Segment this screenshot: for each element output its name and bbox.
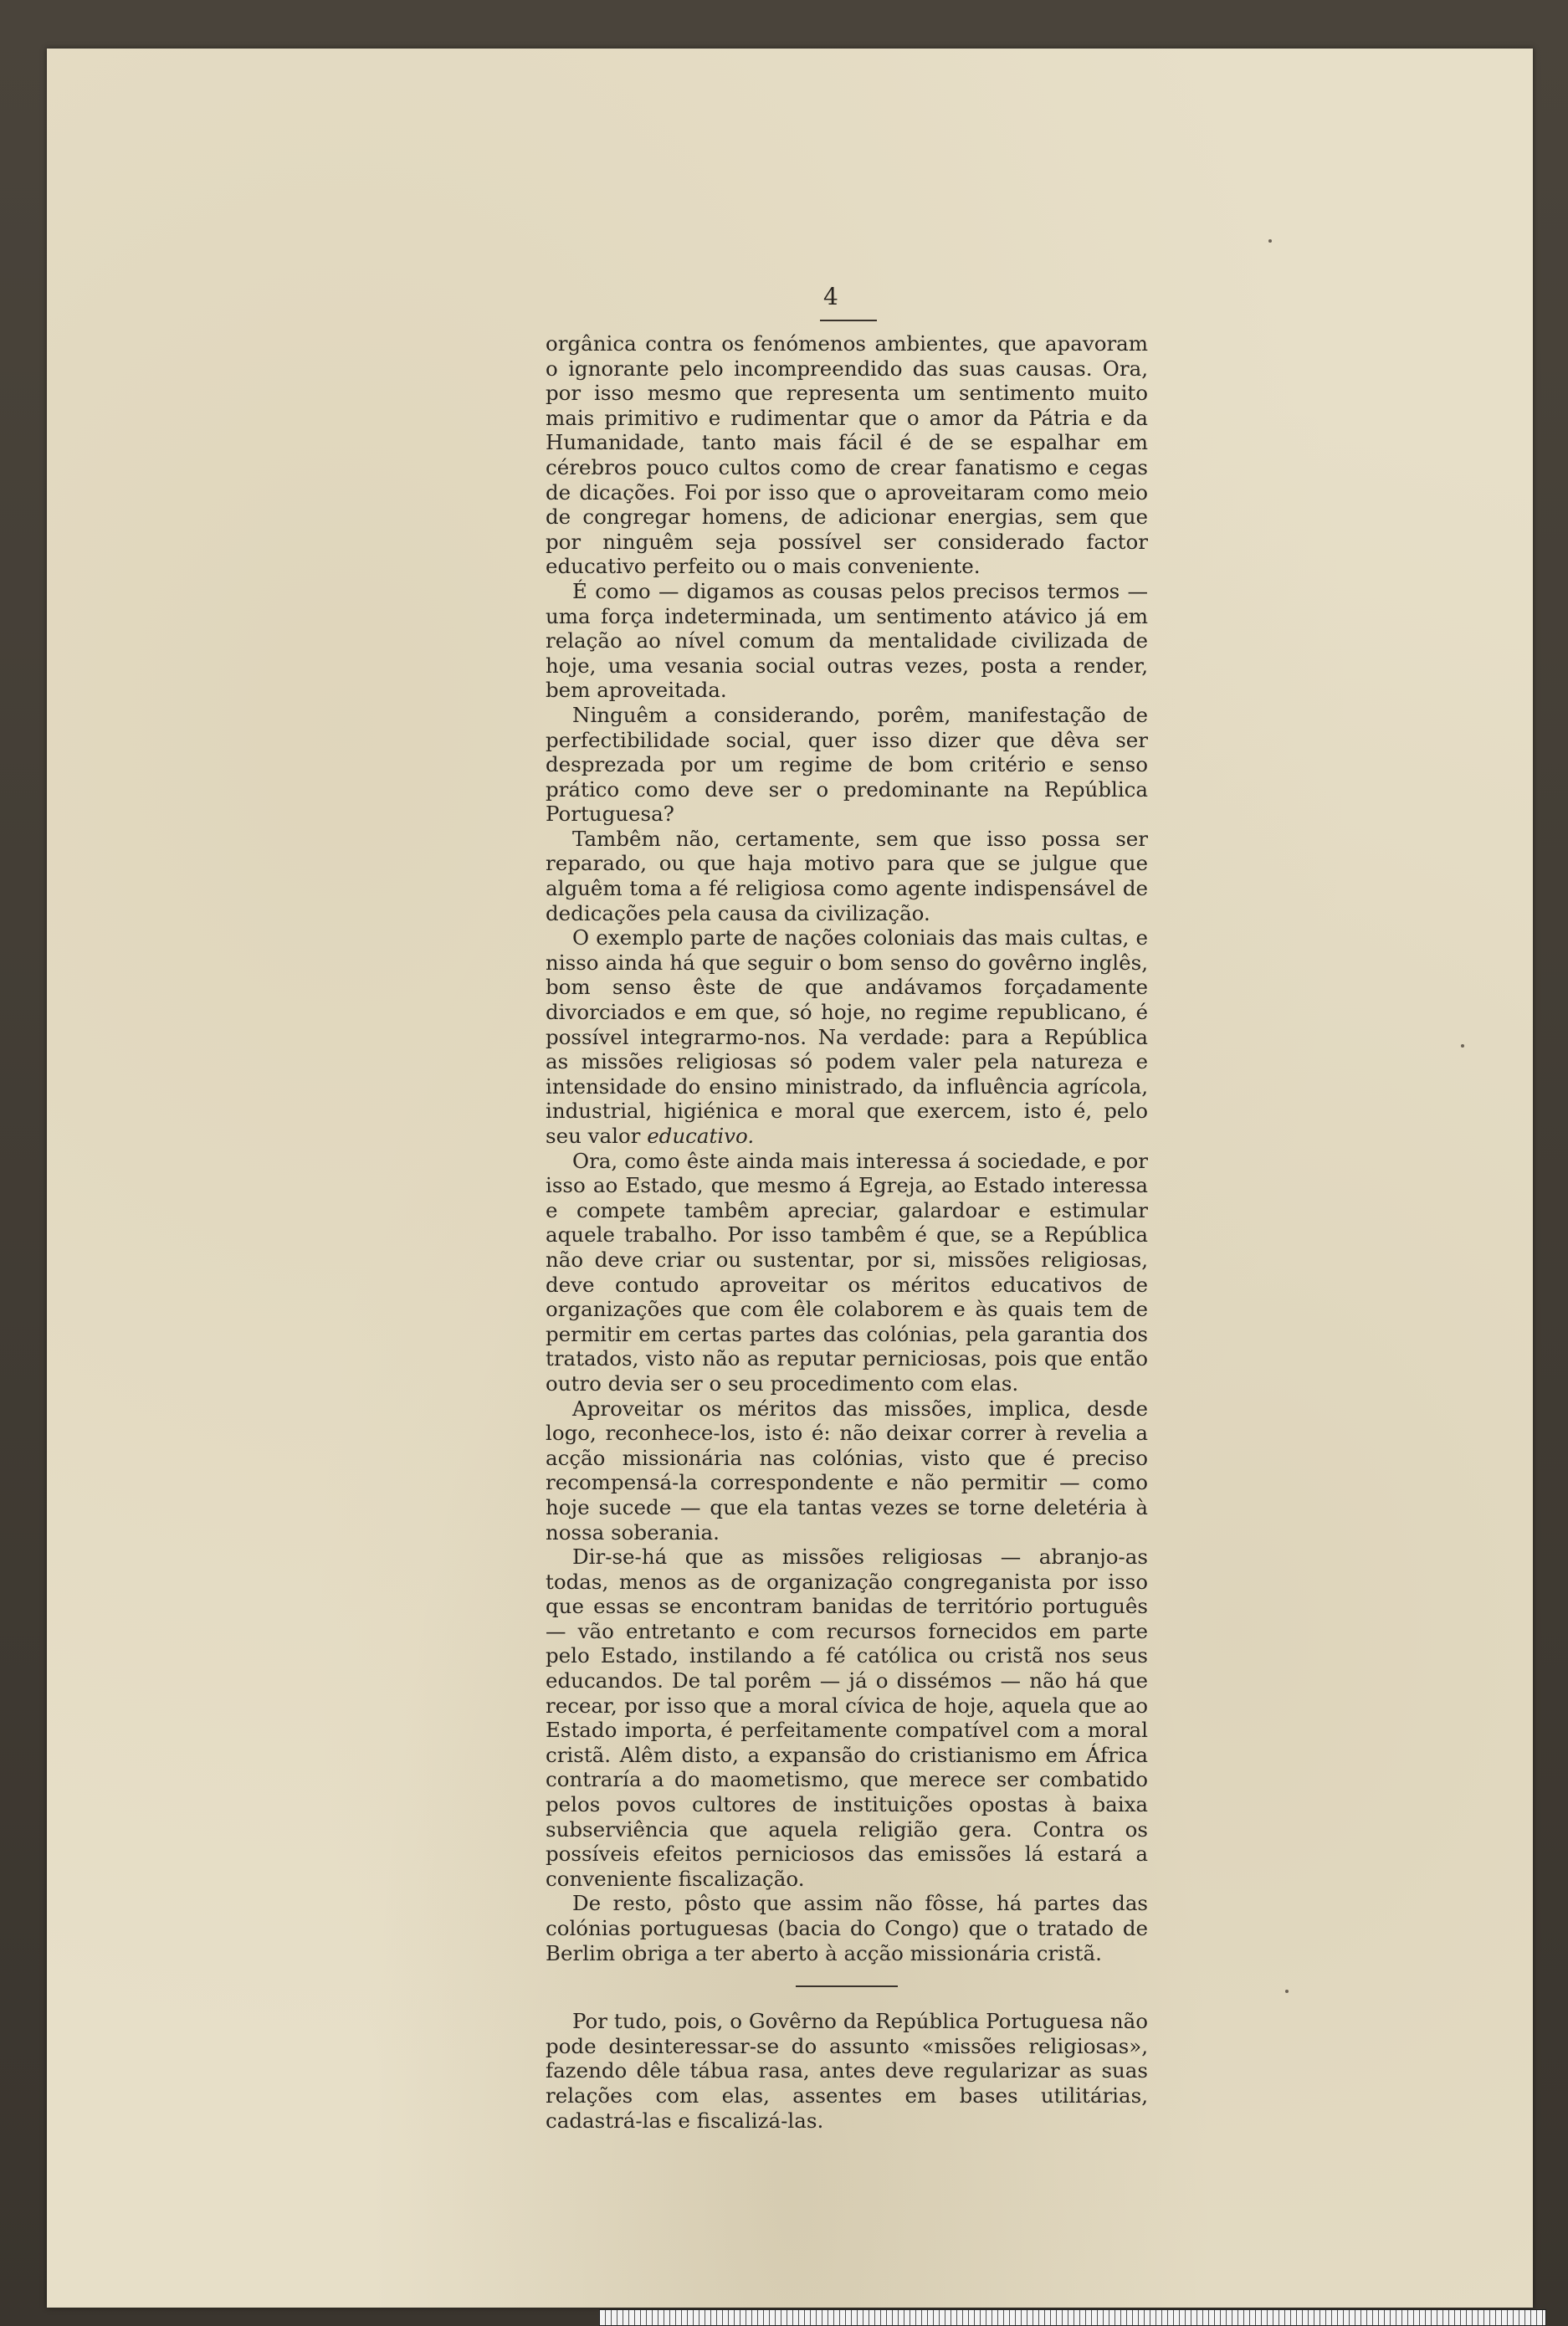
paragraph: Aproveitar os méritos das missões, implica, desde logo, reconhece-los, isto é: não deixar correr à revelia a acção missionária nas colónias, visto que é preciso recompensá-la correspondente e não permitir — como hoje sucede — que ela tantas vezes se torne deletéria à nossa soberania.: [546, 1396, 1148, 1545]
paper-speck: [1268, 239, 1272, 243]
section-divider: [796, 1985, 898, 1987]
page-number: 4: [823, 283, 838, 310]
document-page: [47, 49, 1533, 2308]
paragraph-with-italic: [546, 925, 1148, 1148]
paragraph-closing: Por tudo, pois, o Govêrno da República Portuguesa não pode desinteressar-se do assunto «missões religiosas», fazendo dêle tábua rasa, antes deve regularizar as suas relações com elas, assentes em bases utilitárias, cadastrá-las e fiscalizá-las.: [546, 2009, 1148, 2133]
header-rule: [820, 320, 877, 321]
paragraph: Dir-se-há que as missões religiosas — abranjo-as todas, menos as de organização congreganista por isso que essas se encontram banidas de território português — vão entretanto e com recursos fornecidos em parte pelo Estado, instilando a fé católica ou cristã nos seus educandos. De tal porêm — já o dissémos — não há que recear, por isso que a moral cívica de hoje, aquela que ao Estado importa, é perfeitamente compatível com a moral cristã. Alêm disto, a expansão do cristianismo em África contraría a do maometismo, que merece ser combatido pelos povos cultores de instituições opostas à baixa subserviência que aquela religião gera. Contra os possíveis efeitos perniciosos das emissões lá estará a conveniente fiscalização.: [546, 1545, 1148, 1891]
text-column: [546, 331, 1148, 2133]
paper-speck: [1285, 1990, 1289, 1993]
paragraph: orgânica contra os fenómenos ambientes, que apavoram o ignorante pelo incompreendido das suas causas. Ora, por isso mesmo que representa um sentimento muito mais primitivo e rudimentar que o amor da Pátria e da Humanidade, tanto mais fácil é de se espalhar em cérebros pouco cultos como de crear fanatismo e cegas de dicações. Foi por isso que o aproveitaram como meio de congregar homens, de adicionar energias, sem que por ninguêm seja possível ser considerado factor educativo perfeito ou o mais conveniente.: [546, 331, 1148, 579]
paragraph: Tambêm não, certamente, sem que isso possa ser reparado, ou que haja motivo para que se julgue que alguêm toma a fé religiosa como agente indispensável de dedicações pela causa da civilização.: [546, 826, 1148, 925]
italic-word: educativo.: [647, 1124, 755, 1148]
paper-speck: [1461, 1044, 1464, 1048]
paragraph-text: O exemplo parte de nações coloniais das mais cultas, e nisso ainda há que seguir o bom senso do govêrno inglês, bom senso êste de que andávamos forçadamente divorciados e em que, só hoje, no regime republicano, é possível integrarmo-nos. Na verdade: para a República as missões religiosas só podem valer pela natureza e intensidade do ensino ministrado, da influência agrícola, industrial, higiénica e moral que exercem, isto é, pelo seu valor: [546, 925, 1148, 1148]
paragraph: É como — digamos as cousas pelos precisos termos — uma força indeterminada, um sentimento atávico já em relação ao nível comum da mentalidade civilizada de hoje, uma vesania social outras vezes, posta a render, bem aproveitada.: [546, 578, 1148, 703]
paragraph: De resto, pôsto que assim não fôsse, há partes das colónias portuguesas (bacia do Congo) que o tratado de Berlim obriga a ter aberto à acção missionária cristã.: [546, 1891, 1148, 1965]
paragraph: Ora, como êste ainda mais interessa á sociedade, e por isso ao Estado, que mesmo á Egreja, ao Estado interessa e compete tambêm apreciar, galardoar e estimular aquele trabalho. Por isso tambêm é que, se a República não deve criar ou sustentar, por si, missões religiosas, deve contudo aproveitar os méritos educativos de organizações que com êle colaborem e às quais tem de permitir em certas partes das colónias, pela garantia dos tratados, visto não as reputar perniciosas, pois que então outro devia ser o seu procedimento com elas.: [546, 1148, 1148, 1396]
scale-ruler: [599, 2309, 1546, 2326]
paragraph: Ninguêm a considerando, porêm, manifestação de perfectibilidade social, quer isso dizer que dêva ser desprezada por um regime de bom critério e senso prático como deve ser o predominante na República Portuguesa?: [546, 702, 1148, 827]
